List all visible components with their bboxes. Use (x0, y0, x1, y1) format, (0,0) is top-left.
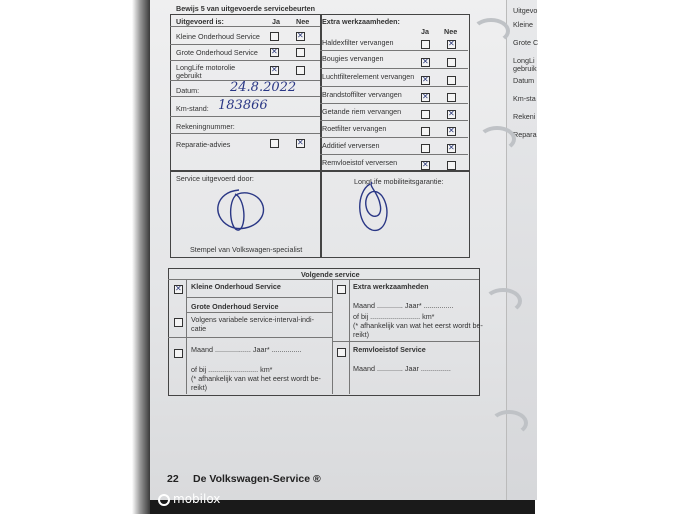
right-header: Extra werkzaamheden: (322, 17, 400, 26)
km-value[interactable]: 183866 (218, 98, 268, 113)
divider (320, 68, 468, 69)
checkbox-reparatie-nee[interactable] (296, 139, 305, 148)
next-maand-jaar: Maand .................. Jaar* ............... (191, 345, 302, 354)
next-page-label: Km-sta (513, 94, 536, 103)
km-label: Km-stand: (176, 104, 209, 113)
divider (168, 279, 479, 280)
divider (186, 297, 332, 298)
signature-left-icon (205, 186, 271, 238)
checkbox-additief-ja[interactable] (421, 144, 430, 153)
next-grote-label: Grote Onderhoud Service (191, 302, 279, 311)
next-page-label: Kleine (513, 20, 533, 29)
item-grote-onderhoud: Grote Onderhoud Service (176, 48, 258, 57)
divider (170, 116, 320, 117)
divider (170, 133, 320, 134)
binder-ring-icon (484, 288, 522, 314)
divider (349, 279, 350, 394)
next-page-label: Grote C (513, 38, 539, 47)
next-page-label: Rekeni (513, 112, 536, 121)
stamp-label: Stempel van Volkswagen-specialist (190, 245, 303, 254)
next-afh-1: (* afhankelijk van wat het eerst wordt be- (191, 374, 321, 383)
col-nee: Nee (296, 17, 310, 26)
checkbox-next-kleine[interactable] (174, 285, 183, 294)
item-additief: Additief verversen (322, 141, 380, 150)
col-ja: Ja (421, 27, 429, 36)
next-page-label: Datum (513, 76, 535, 85)
next-kleine-label: Kleine Onderhoud Service (191, 282, 281, 291)
footer-title: De Volkswagen-Service ® (193, 473, 321, 485)
next-rem-maand: Maand ............. Jaar ............... (353, 364, 451, 373)
next-variabel-2: catie (191, 324, 207, 333)
checkbox-bougies-nee[interactable] (447, 58, 456, 67)
divider (186, 312, 332, 313)
background-right (535, 0, 685, 514)
checkbox-kleine-nee[interactable] (296, 32, 305, 41)
next-extra-afh-1: (* afhankelijk van wat het eerst wordt be- (353, 321, 483, 330)
next-page-label: Uitgevo (513, 6, 538, 15)
item-getande-riem: Getande riem vervangen (322, 107, 402, 116)
divider (170, 60, 320, 61)
checkbox-brandstoffilter-nee[interactable] (447, 93, 456, 102)
checkbox-luchtfilter-ja[interactable] (421, 76, 430, 85)
divider (168, 337, 332, 338)
next-page-label: gebruik (513, 64, 537, 73)
checkbox-kleine-ja[interactable] (270, 32, 279, 41)
binder-ring-icon (478, 126, 516, 152)
longlife-garantie-label: LongLife mobiliteitsgarantie: (354, 177, 444, 186)
next-extra-afh-2: reikt) (353, 330, 369, 339)
service-uitgevoerd-label: Service uitgevoerd door: (176, 174, 254, 183)
checkbox-roetfilter-nee[interactable] (447, 127, 456, 136)
next-page-label: LongLi (513, 56, 535, 65)
datum-value[interactable]: 24.8.2022 (230, 80, 297, 95)
item-remvloeistof: Remvloeistof verversen (322, 158, 398, 167)
datum-label: Datum: (176, 86, 200, 95)
page-number: 22 (167, 473, 179, 485)
divider (320, 120, 468, 121)
item-longlife: LongLife motorolie (176, 63, 236, 72)
divider (320, 137, 468, 138)
checkbox-luchtfilter-nee[interactable] (447, 76, 456, 85)
divider (170, 96, 320, 97)
checkbox-roetfilter-ja[interactable] (421, 127, 430, 136)
divider (320, 86, 468, 87)
left-header: Uitgevoerd is: (176, 17, 224, 26)
divider (320, 50, 468, 51)
checkbox-longlife-nee[interactable] (296, 66, 305, 75)
signature-right-icon (350, 180, 396, 236)
divider (320, 103, 468, 104)
item-kleine-onderhoud: Kleine Onderhoud Service (176, 32, 260, 41)
checkbox-riem-ja[interactable] (421, 110, 430, 119)
checkbox-next-extra[interactable] (337, 285, 346, 294)
reparatie-label: Reparatie-advies (176, 140, 231, 149)
next-service-header: Volgende service (301, 270, 360, 279)
checkbox-riem-nee[interactable] (447, 110, 456, 119)
checkbox-next-maand[interactable] (174, 349, 183, 358)
item-bougies: Bougies vervangen (322, 54, 384, 63)
next-remvloeistof-label: Remvloeistof Service (353, 345, 426, 354)
checkbox-grote-ja[interactable] (270, 48, 279, 57)
item-haldex: Haldexfilter vervangen (322, 38, 394, 47)
checkbox-haldex-ja[interactable] (421, 40, 430, 49)
divider (320, 154, 468, 155)
item-luchtfilter: Luchtfilterelement vervangen (322, 72, 415, 81)
checkbox-next-remvloeistof[interactable] (337, 348, 346, 357)
watermark-logo-icon (158, 494, 170, 506)
checkbox-reparatie-ja[interactable] (270, 139, 279, 148)
checkbox-brandstoffilter-ja[interactable] (421, 93, 430, 102)
page-title: Bewijs 5 van uitgevoerde servicebeurten (176, 4, 316, 13)
checkbox-remvloeistof-nee[interactable] (447, 161, 456, 170)
checkbox-bougies-ja[interactable] (421, 58, 430, 67)
checkbox-next-variabel[interactable] (174, 318, 183, 327)
next-afh-2: reikt) (191, 383, 207, 392)
next-page-label: Repara (513, 130, 537, 139)
item-roetfilter: Roetfilter vervangen (322, 124, 387, 133)
watermark-text: mobilox (173, 492, 221, 506)
divider (170, 26, 320, 27)
checkbox-longlife-ja[interactable] (270, 66, 279, 75)
item-brandstoffilter: Brandstoffilter vervangen (322, 90, 402, 99)
col-ja: Ja (272, 17, 280, 26)
watermark (158, 492, 220, 506)
next-extra-maand: Maand ............. Jaar* ............... (353, 301, 454, 310)
col-nee: Nee (444, 27, 458, 36)
divider (332, 279, 333, 394)
divider (332, 341, 479, 342)
next-extra-label: Extra werkzaamheden (353, 282, 429, 291)
checkbox-additief-nee[interactable] (447, 144, 456, 153)
binder-ring-icon (472, 18, 510, 44)
checkbox-haldex-nee[interactable] (447, 40, 456, 49)
checkbox-grote-nee[interactable] (296, 48, 305, 57)
item-longlife-2: gebruikt (176, 71, 202, 80)
checkbox-remvloeistof-ja[interactable] (421, 161, 430, 170)
next-extra-of-bij: of bij ......................... km* (353, 312, 435, 321)
next-of-bij: of bij ......................... km* (191, 365, 273, 374)
rekening-label: Rekeningnummer: (176, 122, 235, 131)
background-left (0, 0, 150, 514)
binder-ring-icon (490, 410, 528, 436)
next-variabel-1: Volgens variabele service-interval-indi- (191, 315, 315, 324)
divider (170, 44, 320, 45)
